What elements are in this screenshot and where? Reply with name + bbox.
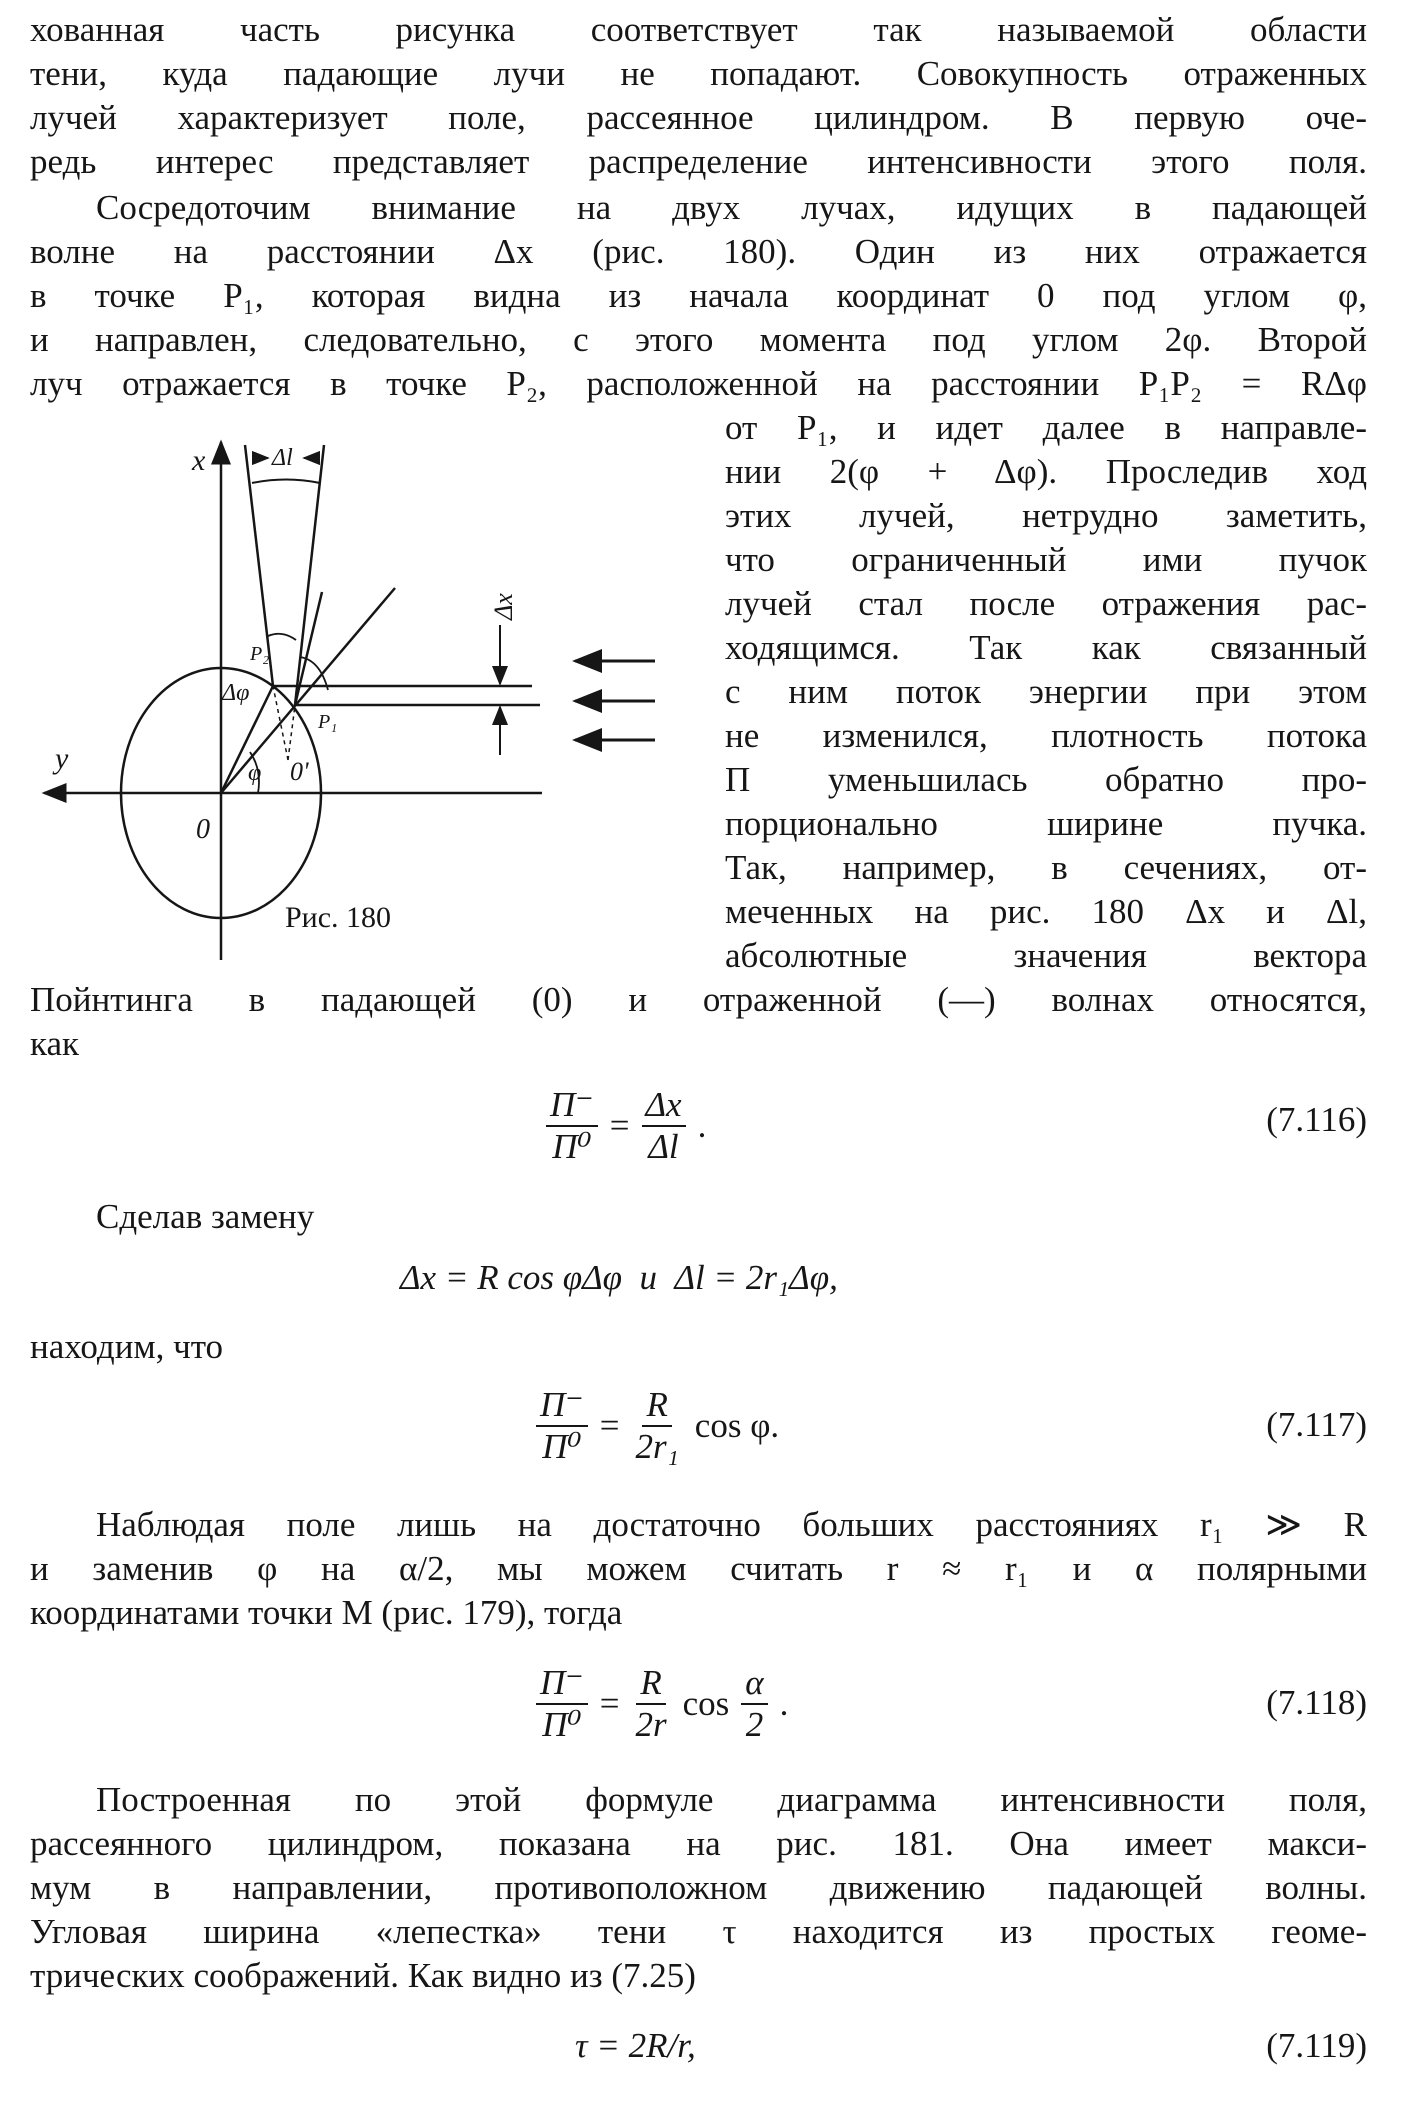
text-line: этих лучей, нетрудно заметить, — [725, 496, 1367, 535]
figure-caption: Рис. 180 — [284, 901, 392, 934]
text-line: тени, куда падающие лучи не попадают. Совокупность отраженных — [30, 54, 1367, 93]
cos: cos — [682, 1684, 730, 1723]
label-origin: 0 — [196, 814, 210, 845]
equals: = — [599, 1406, 620, 1445]
label-dl: Δl — [272, 445, 293, 471]
label-p1: P₁ — [318, 711, 338, 733]
equals: = — [609, 1106, 630, 1145]
equals: = — [599, 1684, 620, 1723]
text-line: находим, что — [30, 1327, 224, 1366]
text-line: в точке P₁, которая видна из начала координат 0 под углом φ, — [30, 276, 1367, 315]
numerator: R — [642, 1385, 671, 1427]
equation-7-117 — [530, 1385, 785, 1467]
text-line: трических соображений. Как видно из (7.25) — [30, 1956, 696, 1995]
text-line: мум в направлении, противоположном движению падающей волны. — [30, 1868, 1367, 1907]
denominator: 2r — [635, 1705, 667, 1744]
denominator: Δl — [648, 1127, 679, 1166]
label-o-prime: 0' — [290, 757, 309, 786]
text-line: луч отражается в точке P₂, расположенной на расстоянии P₁P₂ = RΔφ — [30, 364, 1367, 403]
label-phi: φ — [248, 760, 262, 786]
text-line: не изменился, плотность потока — [725, 716, 1367, 755]
text-line: Построенная по этой формуле диаграмма интенсивности поля, — [96, 1780, 1367, 1819]
equation-7-118 — [530, 1663, 794, 1745]
text-line: Наблюдая поле лишь на достаточно больших расстояниях r₁ ≫ R — [96, 1505, 1367, 1544]
punct: . — [697, 1106, 707, 1145]
text-line: с ним поток энергии при этом — [725, 672, 1367, 711]
text-line: и направлен, следовательно, с этого момента под углом 2φ. Второй — [30, 320, 1367, 359]
numerator: П⁻ — [536, 1385, 588, 1427]
label-p2: P₂ — [250, 643, 270, 665]
text-line: ходящимся. Так как связанный — [725, 628, 1367, 667]
denominator: П⁰ — [542, 1705, 582, 1744]
numerator: П⁻ — [546, 1085, 598, 1127]
label-dphi: Δφ — [222, 680, 250, 706]
label-dx: Δx — [489, 593, 518, 620]
text-line: абсолютные значения вектора — [725, 936, 1367, 975]
text-line: лучей стал после отражения рас- — [725, 584, 1367, 623]
figure-180 — [0, 400, 700, 960]
text-line: волне на расстоянии Δx (рис. 180). Один из них отражается — [30, 232, 1367, 271]
text-line: Сосредоточим внимание на двух лучах, идущих в падающей — [96, 188, 1367, 227]
text-line: хованная часть рисунка соответствует так называемой области — [30, 10, 1367, 49]
text-line: рассеянного цилиндром, показана на рис. 181. Она имеет макси- — [30, 1824, 1367, 1863]
punct: . — [779, 1684, 789, 1723]
text-line: что ограниченный ими пучок — [725, 540, 1367, 579]
equation-number: (7.117) — [1266, 1405, 1367, 1444]
text-line: координатами точки M (рис. 179), тогда — [30, 1593, 623, 1632]
numerator: R — [636, 1663, 665, 1705]
numerator: α — [741, 1663, 767, 1705]
text-line: Угловая ширина «лепестка» тени τ находится из простых геоме- — [30, 1912, 1367, 1951]
equation-7-119: τ = 2R/r, — [575, 2026, 696, 2065]
text-line: Так, например, в сечениях, от- — [725, 848, 1367, 887]
label-x: x — [192, 444, 206, 477]
equation-number: (7.118) — [1266, 1683, 1367, 1722]
text-line: нии 2(φ + Δφ). Проследив ход — [725, 452, 1367, 491]
denominator: 2r₁ — [635, 1427, 679, 1466]
text-line: П уменьшилась обратно про- — [725, 760, 1367, 799]
text-line: от P₁, и идет далее в направле- — [725, 408, 1367, 447]
equation-number: (7.116) — [1266, 1100, 1367, 1139]
denominator: П⁰ — [542, 1427, 582, 1466]
text-line: Пойнтинга в падающей (0) и отраженной (—) волнах относятся, — [30, 980, 1367, 1019]
denominator: П⁰ — [552, 1127, 592, 1166]
text-line: Сделав замену — [96, 1197, 315, 1236]
substitution-equation: Δx = R cos φΔφ и Δl = 2r₁Δφ, — [400, 1258, 838, 1297]
numerator: П⁻ — [536, 1663, 588, 1705]
text-line: как — [30, 1024, 80, 1063]
denominator: 2 — [745, 1705, 764, 1744]
label-y: y — [55, 742, 69, 775]
text-line: порционально ширине пучка. — [725, 804, 1367, 843]
equation-number: (7.119) — [1266, 2026, 1367, 2065]
cos-term: cos φ. — [694, 1406, 780, 1445]
numerator: Δx — [642, 1085, 686, 1127]
equation-7-116 — [540, 1085, 712, 1167]
text-line: лучей характеризует поле, рассеянное цилиндром. В первую оче- — [30, 98, 1367, 137]
text-line: и заменив φ на α/2, мы можем считать r ≈ r₁ и α полярными — [30, 1549, 1367, 1588]
text-line: меченных на рис. 180 Δx и Δl, — [725, 892, 1367, 931]
text-line: редь интерес представляет распределение интенсивности этого поля. — [30, 142, 1367, 181]
